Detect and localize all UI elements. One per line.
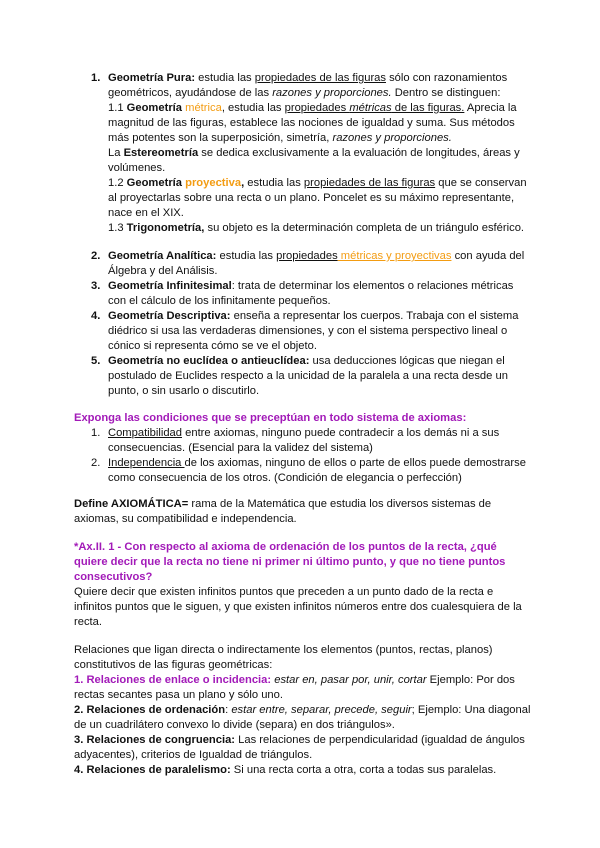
list-item-geometria-infinitesimal: Geometría Infinitesimal: trata de determinar los elementos o relaciones métricas [108, 280, 514, 292]
text-line: postulado de Euclides respecto a la unicidad de la paralela a una recta desde un [108, 370, 508, 382]
text-line: nace en el XIX. [108, 207, 184, 219]
text-line: geométricos, ayudándose de las razones y proporciones. Dentro se distinguen: [108, 87, 501, 99]
question-heading: consecutivos? [74, 571, 153, 583]
text-line: La Estereometría se dedica exclusivamente a la evaluación de longitudes, áreas y [108, 147, 520, 159]
term-heading: Geometría Pura: [108, 72, 196, 84]
relations-intro: constitutivos de las figuras geométricas: [74, 659, 273, 671]
text-line: al proyectarlas sobre una recta o un plano. Poncelet es su máximo representante, [108, 192, 515, 204]
list-number: 3. [91, 280, 101, 292]
list-item-geometria-analitica: Geometría Analítica: estudia las propiedades métricas y proyectivas con ayuda del [108, 250, 525, 262]
text-line: axiomas, su compatibilidad e independencia. [74, 513, 297, 525]
answer-text: infinitos puntos que le siguen, y que existen infinitos números entre dos cualesquiera de la [74, 601, 522, 613]
list-item-compatibilidad: Compatibilidad entre axiomas, ninguno puede contradecir a los demás ni a sus [108, 427, 500, 439]
list-item-geometria-pura: Geometría Pura: estudia las propiedades de las figuras sólo con razonamientos [108, 72, 508, 84]
text-line: como consecuencia de los otros. (Condición de elegancia o perfección) [108, 472, 462, 484]
text-line: diédrico si usa las verdaderas dimensiones, y con el sistema perspectivo lineal o [108, 325, 508, 337]
text-line: punto, o sin usarlo o discutirlo. [108, 385, 260, 397]
subsection-trigonometria: 1.3 Trigonometría, su objeto es la determinación completa de un triángulo esférico. [108, 222, 525, 234]
section-heading-axiomas: Exponga las condiciones que se preceptúan en todo sistema de axiomas: [74, 412, 467, 424]
answer-text: Quiere decir que existen infinitos puntos que preceden a un punto dado de la recta e [74, 586, 494, 598]
text-line: volúmenes. [108, 162, 166, 174]
text-line: más potentes son la superposición, simetría, razones y proporciones. [108, 132, 452, 144]
text-line: rectas secantes pasa un plano y sólo uno. [74, 689, 283, 701]
list-number: 1. [91, 72, 101, 84]
subsection-metrica: 1.1 Geometría métrica, estudia las propiedades métricas de las figuras. Aprecia la [108, 102, 517, 114]
answer-text: recta. [74, 616, 102, 628]
subsection-proyectiva: 1.2 Geometría proyectiva, estudia las propiedades de las figuras que se conservan [108, 177, 527, 189]
text-line: adyacentes), criterios de Igualdad de triángulos. [74, 749, 313, 761]
list-item-geometria-no-euclidea: Geometría no euclídea o antieuclídea: usa deducciones lógicas que niegan el [108, 355, 505, 367]
text-line: magnitud de las figuras, establece las nociones de igualdad y suma. Sus métodos [108, 117, 515, 129]
list-number: 1. [91, 427, 101, 439]
relation-incidencia: 1. Relaciones de enlace o incidencia: estar en, pasar por, unir, cortar Ejemplo: Por dos [74, 674, 515, 686]
question-heading: *Ax.II. 1 - Con respecto al axioma de ordenación de los puntos de la recta, ¿qué [74, 541, 497, 553]
question-heading: quiere decir que la recta no tiene ni primer ni último punto, y que no tiene puntos [74, 556, 506, 568]
text-line: Álgebra y del Análisis. [108, 265, 218, 277]
list-number: 2. [91, 457, 101, 469]
list-item-independencia: Independencia de los axiomas, ninguno de ellos o parte de ellos puede demostrarse [108, 457, 526, 469]
list-number: 4. [91, 310, 101, 322]
text-line: cónico si representa cómo se ve el objeto. [108, 340, 317, 352]
list-number: 2. [91, 250, 101, 262]
text-line: con el cálculo de los infinitamente pequeños. [108, 295, 331, 307]
relation-ordenacion: 2. Relaciones de ordenación: estar entre, separar, precede, seguir; Ejemplo: Una diagonal [74, 704, 531, 716]
relation-paralelismo: 4. Relaciones de paralelismo: Si una recta corta a otra, corta a todas sus paralelas. [74, 764, 497, 776]
list-item-geometria-descriptiva: Geometría Descriptiva: enseña a representar los cuerpos. Trabaja con el sistema [108, 310, 519, 322]
text-line: consecuencias. (Esencial para la validez del sistema) [108, 442, 373, 454]
relation-congruencia: 3. Relaciones de congruencia: Las relaciones de perpendicularidad (igualdad de ángulos [74, 734, 525, 746]
list-number: 5. [91, 355, 101, 367]
definition-axiomatica: Define AXIOMÁTICA= rama de la Matemática que estudia los diversos sistemas de [74, 498, 492, 510]
relations-intro: Relaciones que ligan directa o indirectamente los elementos (puntos, rectas, planos) [74, 644, 493, 656]
text-line: de un cuadrilátero convexo lo divide (separa) en dos triángulos». [74, 719, 395, 731]
